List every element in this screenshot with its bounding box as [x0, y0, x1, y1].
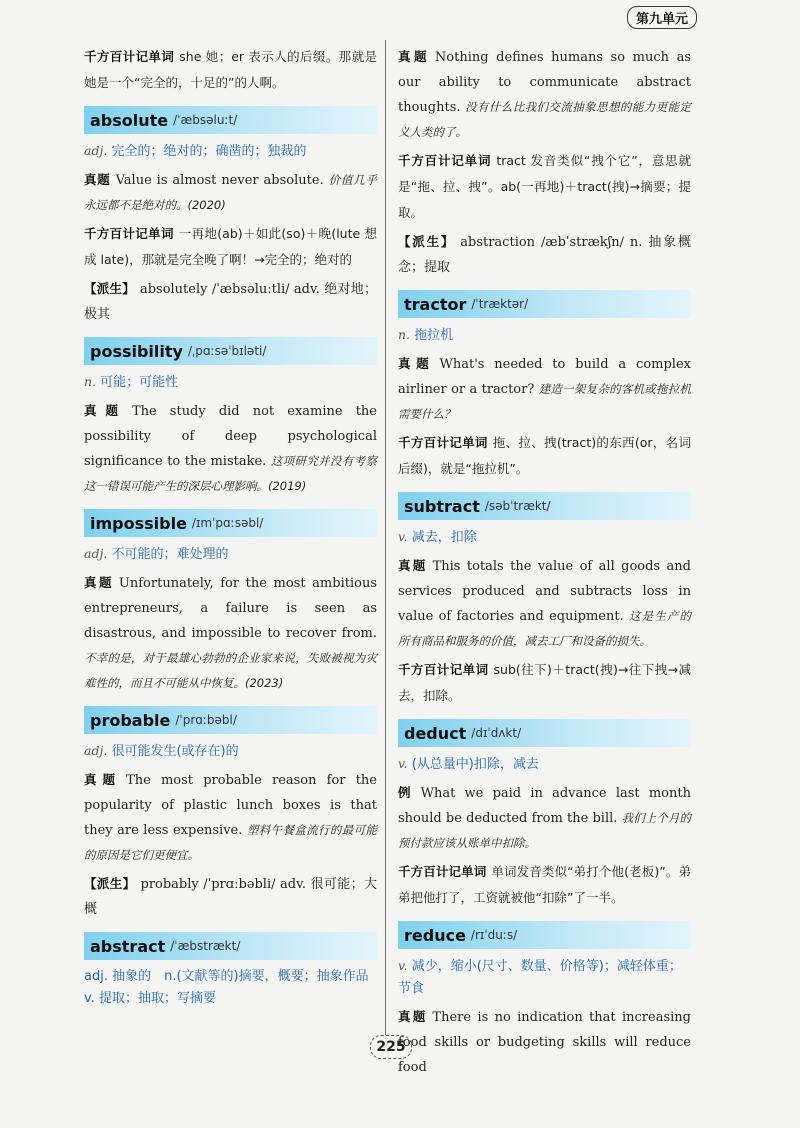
phonetic: /ˈæbstrækt/: [170, 939, 241, 953]
definition: adj. 抽象的 n.(文献等的)摘要，概要；抽象作品 v. 提取；抽取；写摘要: [84, 969, 382, 1006]
entry-header-impossible: [84, 509, 377, 537]
column-divider: [385, 40, 386, 1035]
headword: subtract: [404, 496, 480, 516]
memory-tip: 千方百计记单词 sub(往下)＋tract(拽)→往下拽→减去，扣除。: [398, 662, 691, 703]
left-column: [84, 44, 382, 1014]
example: 真题 The study did not examine the possibility of deep psychological significance to the mistake. 这项研究并没有考察这一错误可能产生的深层心理影响。(2019): [84, 403, 378, 493]
example: 真题 Nothing defines humans so much as our ability to communicate abstract thoughts. 没有什么比我们交流抽象思想的能力更能定义人类的了。: [398, 49, 691, 139]
phonetic: /ˈtræktər/: [471, 297, 529, 311]
phonetic: /rɪˈduːs/: [470, 928, 518, 942]
example: 例 What we paid in advance last month should be deducted from the bill. 我们上个月的预付款应该从账单中扣除。: [398, 785, 692, 850]
example: 真题 Unfortunately, for the most ambitious entrepreneurs, a failure is seen as disastrous, and impossible to recover from. 不幸的是，对于最雄心勃勃的企业家来说，失败被视为灾难性的，而且不可能从中恢复。(2023): [84, 575, 377, 690]
memory-tip: 千方百计记单词 she 她；er 表示人的后缀。那就是她是一个“完全的，十足的”的人啊。: [84, 49, 377, 90]
example: 真题 This totals the value of all goods and services produced and subtracts loss in value of factories and equipment. 这是生产的所有商品和服务的价值，减去工厂和设备的损失。: [398, 558, 691, 648]
entry-header-absolute: [84, 106, 377, 134]
unit-badge: 第九单元: [627, 6, 697, 29]
definition: adj. 不可能的；难处理的: [84, 546, 229, 562]
example: 真题 Value is almost never absolute. 价值几乎永远都不是绝对的。(2020): [84, 172, 377, 212]
headword: deduct: [404, 723, 467, 743]
example: 真题 The most probable reason for the popularity of plastic lunch boxes is that they are less expensive. 塑料午餐盒流行的最可能的原因是它们更便宜。: [84, 772, 378, 862]
example: 真题 There is no indication that increasing food skills or budgeting skills will reduce food: [398, 1009, 691, 1075]
derivative: 【派生】 abstraction /æbˈstrækʃn/ n. 抽象概念；提取: [398, 234, 691, 275]
headword: probable: [90, 710, 171, 730]
memory-tip: 千方百计记单词 单词发音类似“弟打个他(老板)”。弟弟把他打了，工资就被他“扣除”了一半。: [398, 864, 691, 905]
entry-header-subtract: [398, 492, 691, 520]
headword: reduce: [404, 925, 466, 945]
entry-header-probable: [84, 706, 377, 734]
headword: abstract: [90, 936, 166, 956]
phonetic: /dɪˈdʌkt/: [471, 726, 522, 740]
headword: tractor: [404, 294, 467, 314]
phonetic: /ɪmˈpɑːsəbl/: [191, 516, 264, 530]
headword: impossible: [90, 513, 187, 533]
example: 真题 What's needed to build a complex airliner or a tractor? 建造一架复杂的客机或拖拉机需要什么？: [398, 356, 691, 421]
entry-header-abstract: [84, 932, 377, 960]
headword: possibility: [90, 341, 183, 361]
definition: v. (从总量中)扣除，减去: [398, 756, 539, 772]
definition: v. 减少，缩小(尺寸、数量、价格等)；减轻体重；节食: [398, 958, 682, 996]
phonetic: /ˈprɑːbəbl/: [175, 713, 237, 727]
definition: adj. 完全的；绝对的；确凿的；独裁的: [84, 143, 307, 159]
phonetic: /ˌpɑːsəˈbɪləti/: [187, 344, 267, 358]
entry-header-tractor: [398, 290, 691, 318]
phonetic: /ˈæbsəluːt/: [173, 113, 238, 127]
entry-header-possibility: [84, 337, 377, 365]
memory-tip: 千方百计记单词 拖、拉、拽(tract)的东西(or，名词后缀)，就是“拖拉机”。: [398, 435, 691, 476]
definition: n. 可能；可能性: [84, 374, 179, 390]
entry-header-deduct: [398, 719, 691, 747]
phonetic: /səbˈtrækt/: [484, 499, 551, 513]
entry-header-reduce: [398, 921, 691, 949]
derivative: 【派生】 probably /ˈprɑːbəbli/ adv. 很可能；大概: [84, 876, 377, 917]
memory-tip: 千方百计记单词 一再地(ab)＋如此(so)＋晚(lute 想成 late)，那就是完全晚了啊！→完全的；绝对的: [84, 226, 377, 267]
definition: adj. 很可能发生(或存在)的: [84, 743, 239, 759]
definition: v. 减去，扣除: [398, 529, 477, 545]
headword: absolute: [90, 110, 169, 130]
page-number: 225: [370, 1035, 412, 1059]
right-column: [398, 44, 691, 1083]
derivative: 【派生】 absolutely /ˈæbsəluːtli/ adv. 绝对地；极其: [84, 281, 377, 322]
memory-tip: 千方百计记单词 tract 发音类似“拽个它”，意思就是“拖、拉、拽”。ab(一再地)＋tract(拽)→摘要；提取。: [398, 153, 691, 220]
definition: n. 拖拉机: [398, 327, 454, 343]
